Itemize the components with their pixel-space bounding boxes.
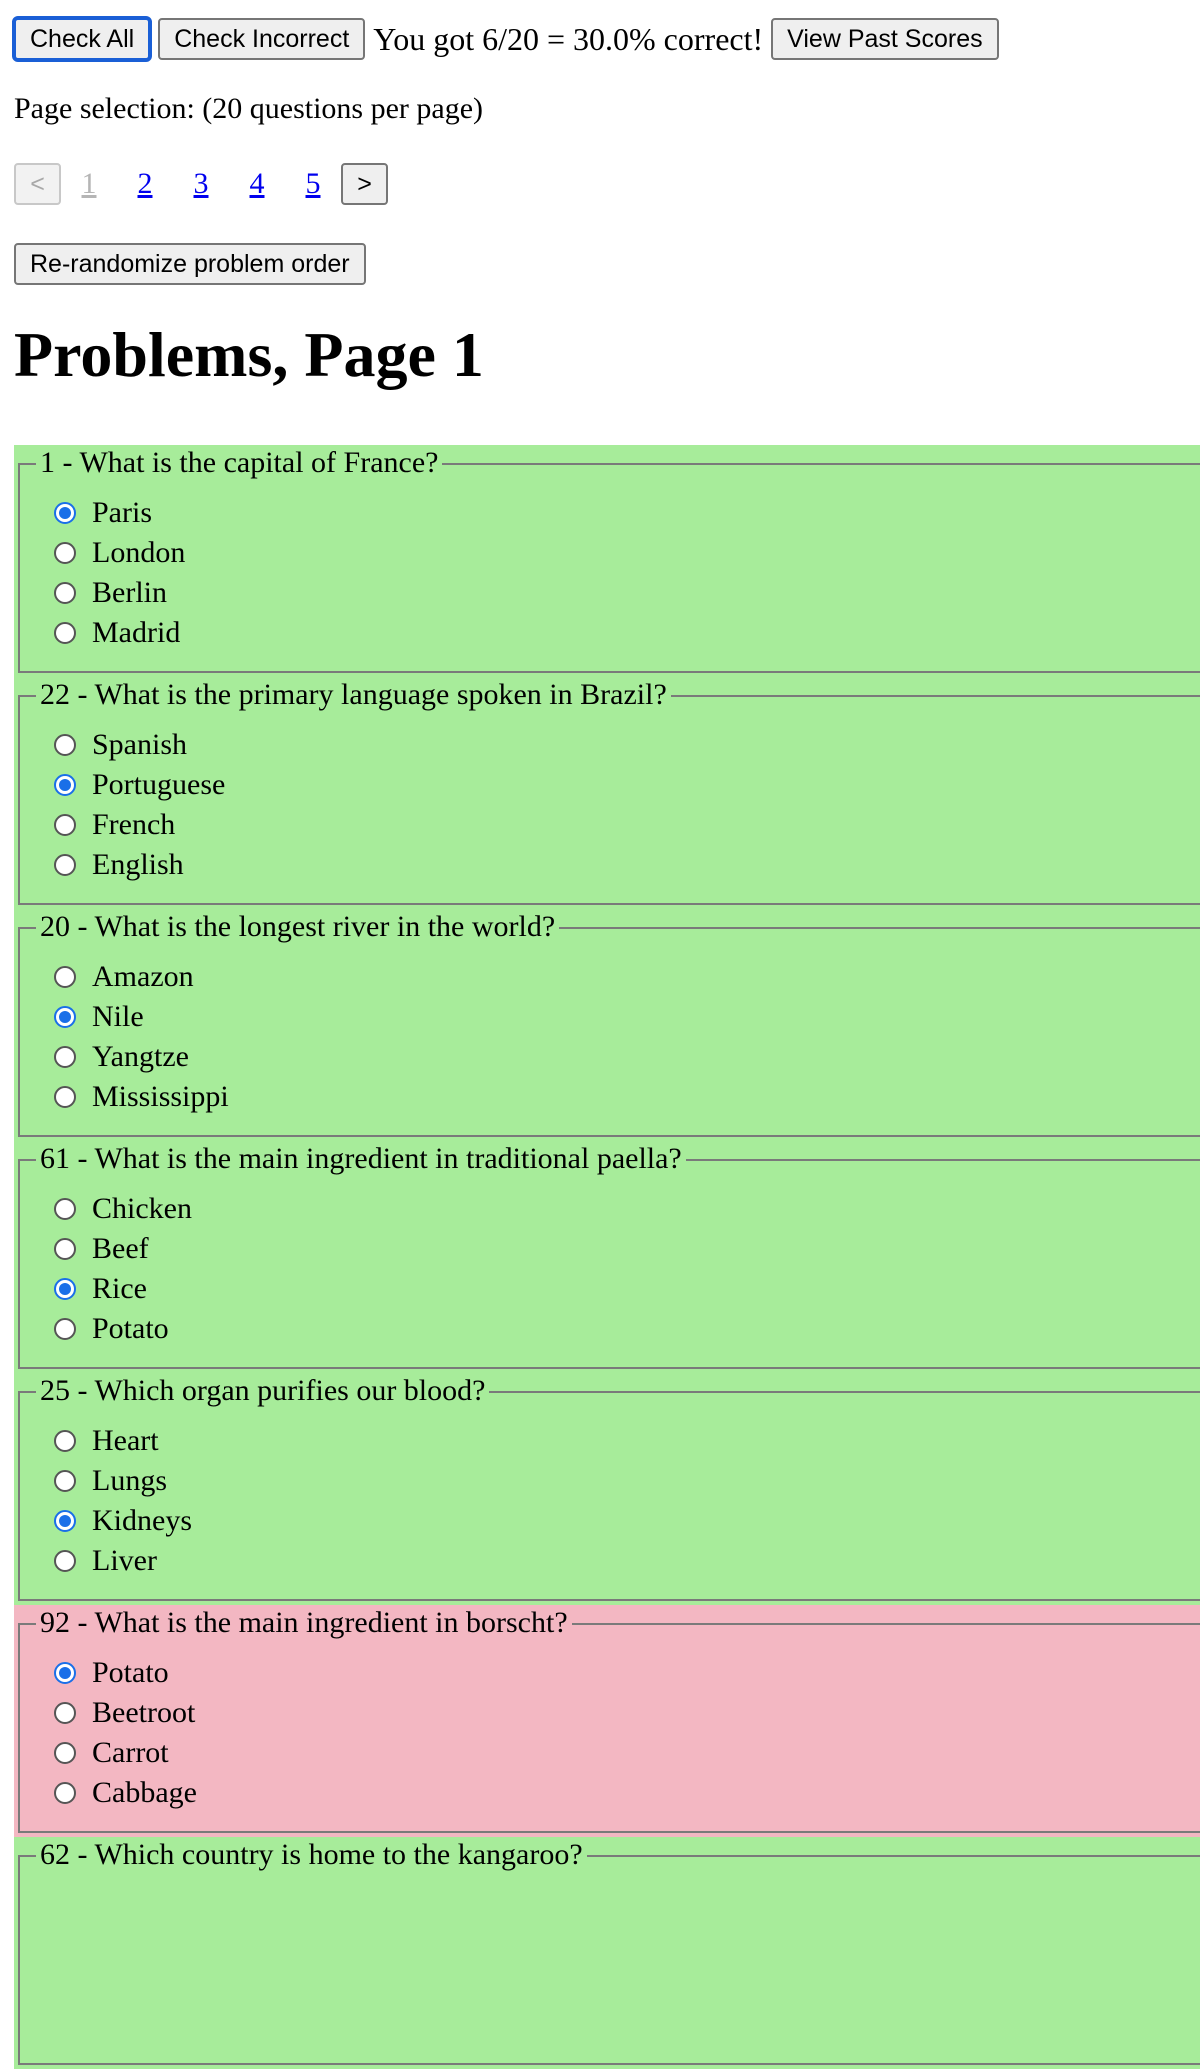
radio-button[interactable] [54,1318,76,1340]
option-label: Madrid [92,616,181,649]
problem-fieldset [14,677,1200,909]
option-label: French [92,808,176,841]
fieldset-border [18,463,1200,673]
problem-fieldset [14,1837,1200,2069]
fieldset-border [18,1159,1200,1369]
fieldset-border [18,1391,1200,1601]
radio-button[interactable] [54,1550,76,1572]
page-link-3[interactable]: 3 [193,167,209,200]
option-label: Portuguese [92,768,226,801]
option-label: Berlin [92,576,167,609]
option-label: Liver [92,1544,157,1577]
problem-fieldset [14,445,1200,677]
check-incorrect-button[interactable]: Check Incorrect [158,18,365,60]
radio-button[interactable] [54,1662,76,1684]
problem-legend: 61 - What is the main ingredient in traditional paella? [36,1141,686,1177]
problem-fieldset [14,1141,1200,1373]
option-label: Chicken [92,1192,192,1225]
radio-button[interactable] [54,1086,76,1108]
option-label: Rice [92,1272,147,1305]
answer-option[interactable] [54,805,225,845]
fieldset-border [18,1855,1200,2065]
radio-button[interactable] [54,582,76,604]
answer-option[interactable] [54,1501,192,1541]
radio-button[interactable] [54,542,76,564]
answer-option[interactable] [54,997,229,1037]
answer-option[interactable] [54,493,185,533]
radio-button[interactable] [54,1046,76,1068]
option-label: Heart [92,1424,159,1457]
radio-button[interactable] [54,814,76,836]
answer-options [54,493,185,653]
page-link-5[interactable]: 5 [305,167,321,200]
check-all-button[interactable]: Check All [14,18,150,60]
problem-fieldset [14,1605,1200,1837]
answer-options [54,725,225,885]
page-link-1: 1 [81,167,97,200]
problem-list [14,445,1200,2069]
score-text: You got 6/20 = 30.0% correct! [373,20,764,57]
radio-button[interactable] [54,734,76,756]
radio-button[interactable] [54,1470,76,1492]
problem-legend: 22 - What is the primary language spoken in Brazil? [36,677,671,713]
next-page-button[interactable]: > [341,163,388,205]
option-label: Carrot [92,1736,169,1769]
answer-option[interactable] [54,1733,197,1773]
option-label: English [92,848,184,881]
toolbar [14,18,999,60]
page-title: Problems, Page 1 [14,319,484,390]
answer-option[interactable] [54,1229,192,1269]
answer-option[interactable] [54,1461,192,1501]
answer-option[interactable] [54,1773,197,1813]
view-past-scores-button[interactable]: View Past Scores [771,18,998,60]
problem-legend: 20 - What is the longest river in the world? [36,909,559,945]
page-selection-label: Page selection: (20 questions per page) [14,92,484,125]
prev-page-button[interactable]: < [14,163,61,205]
answer-option[interactable] [54,1037,229,1077]
answer-option[interactable] [54,1309,192,1349]
answer-option[interactable] [54,725,225,765]
problem-fieldset [14,909,1200,1141]
answer-option[interactable] [54,1541,192,1581]
radio-button[interactable] [54,1782,76,1804]
radio-button[interactable] [54,1198,76,1220]
option-label: Cabbage [92,1776,197,1809]
radio-button[interactable] [54,1510,76,1532]
option-label: Spanish [92,728,188,761]
answer-options [54,1653,197,1813]
page-link-4[interactable]: 4 [249,167,265,200]
radio-button[interactable] [54,1238,76,1260]
answer-option[interactable] [54,845,225,885]
answer-option[interactable] [54,573,185,613]
option-label: Nile [92,1000,144,1033]
answer-option[interactable] [54,1421,192,1461]
option-label: Beetroot [92,1696,196,1729]
answer-option[interactable] [54,765,225,805]
problem-fieldset [14,1373,1200,1605]
problem-legend: 25 - Which organ purifies our blood? [36,1373,489,1409]
answer-option[interactable] [54,957,229,997]
radio-button[interactable] [54,1702,76,1724]
rerandomize-button[interactable]: Re-randomize problem order [14,243,366,285]
problem-legend: 92 - What is the main ingredient in borscht? [36,1605,572,1641]
problem-legend: 1 - What is the capital of France? [36,445,442,481]
option-label: Beef [92,1232,149,1265]
radio-button[interactable] [54,1278,76,1300]
option-label: Paris [92,496,152,529]
option-label: Potato [92,1656,169,1689]
answer-option[interactable] [54,1189,192,1229]
answer-option[interactable] [54,1077,229,1117]
answer-options [54,1189,192,1349]
option-label: Kidneys [92,1504,192,1537]
option-label: Amazon [92,960,194,993]
option-label: Yangtze [92,1040,189,1073]
option-label: Potato [92,1312,169,1345]
pagination [14,163,388,205]
radio-button[interactable] [54,502,76,524]
radio-button[interactable] [54,622,76,644]
answer-option[interactable] [54,1653,197,1693]
answer-option[interactable] [54,613,185,653]
answer-option[interactable] [54,1693,197,1733]
answer-option[interactable] [54,533,185,573]
page-link-2[interactable]: 2 [137,167,153,200]
answer-options [54,957,229,1117]
radio-button[interactable] [54,966,76,988]
radio-button[interactable] [54,1742,76,1764]
problem-legend: 62 - Which country is home to the kangaroo? [36,1837,587,1873]
option-label: Lungs [92,1464,167,1497]
radio-button[interactable] [54,1006,76,1028]
option-label: London [92,536,186,569]
answer-options [54,1421,192,1581]
option-label: Mississippi [92,1080,229,1113]
radio-button[interactable] [54,1430,76,1452]
radio-button[interactable] [54,774,76,796]
answer-option[interactable] [54,1269,192,1309]
radio-button[interactable] [54,854,76,876]
